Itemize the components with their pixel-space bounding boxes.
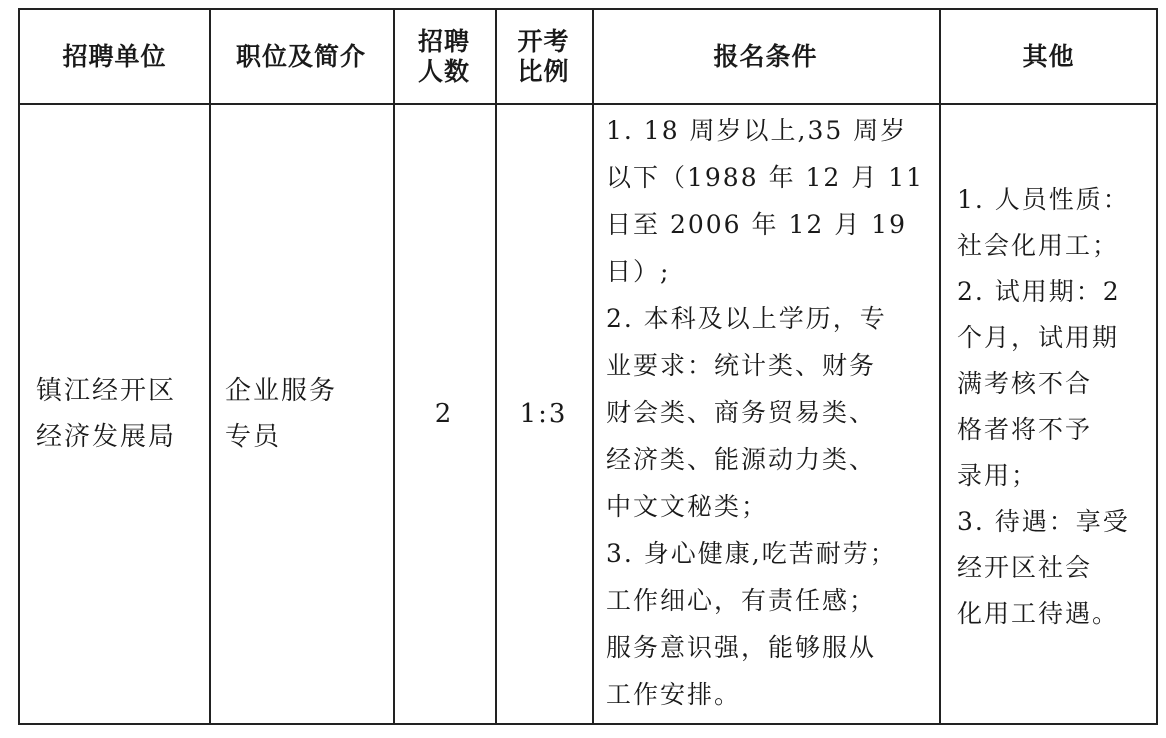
position-line: 企业服务 [225, 376, 338, 406]
other-line: 社会化用工； [957, 231, 1120, 260]
cell-other [939, 105, 1158, 723]
other-line: 格者将不予 [957, 415, 1093, 444]
header-position: 职位及简介 [235, 41, 366, 71]
cell-requirements [592, 105, 939, 723]
header-other: 其他 [1022, 41, 1075, 71]
other-line: 化用工待遇。 [957, 599, 1120, 628]
requirement-line: 3. 身心健康,吃苦耐劳； [606, 539, 897, 568]
requirement-line: 经济类、能源动力类、 [606, 445, 877, 474]
requirement-line: 工作安排。 [606, 680, 742, 709]
other-line: 2. 试用期：2 [957, 277, 1121, 306]
position-line: 专员 [225, 422, 282, 452]
requirement-line: 工作细心，有责任感； [606, 586, 877, 615]
cell-count: 2 [434, 399, 454, 429]
requirement-line: 业要求：统计类、财务 [606, 351, 877, 380]
other-line: 经开区社会 [957, 553, 1093, 582]
other-line: 个月，试用期 [957, 323, 1120, 352]
requirement-line: 中文文秘类； [606, 492, 769, 521]
unit-line: 镇江经开区 [36, 376, 177, 406]
header-ratio-line1: 开考 [517, 26, 570, 56]
cell-position [209, 105, 393, 723]
requirement-line: 2. 本科及以上学历，专 [606, 304, 887, 333]
other-line: 1. 人员性质： [957, 185, 1130, 214]
cell-unit [20, 105, 209, 723]
unit-line: 经济发展局 [36, 422, 177, 452]
recruitment-table [18, 8, 1158, 725]
header-ratio [495, 10, 592, 103]
requirement-line: 日）; [606, 257, 671, 286]
requirement-line: 财会类、商务贸易类、 [606, 398, 877, 427]
header-unit: 招聘单位 [62, 41, 167, 71]
header-count [393, 10, 495, 103]
header-count-line1: 招聘 [417, 26, 470, 56]
header-requirements: 报名条件 [713, 41, 818, 71]
header-count-line2: 人数 [417, 56, 470, 86]
cell-ratio: 1:3 [519, 399, 568, 429]
requirement-line: 以下（1988 年 12 月 11 [606, 163, 925, 192]
other-line: 满考核不合 [957, 369, 1093, 398]
requirement-line: 日至 2006 年 12 月 19 [606, 210, 907, 239]
other-line: 录用； [957, 461, 1039, 490]
header-ratio-line2: 比例 [517, 56, 570, 86]
requirement-line: 服务意识强，能够服从 [606, 633, 877, 662]
requirement-line: 1. 18 周岁以上,35 周岁 [606, 116, 908, 145]
other-line: 3. 待遇：享受 [957, 507, 1130, 536]
